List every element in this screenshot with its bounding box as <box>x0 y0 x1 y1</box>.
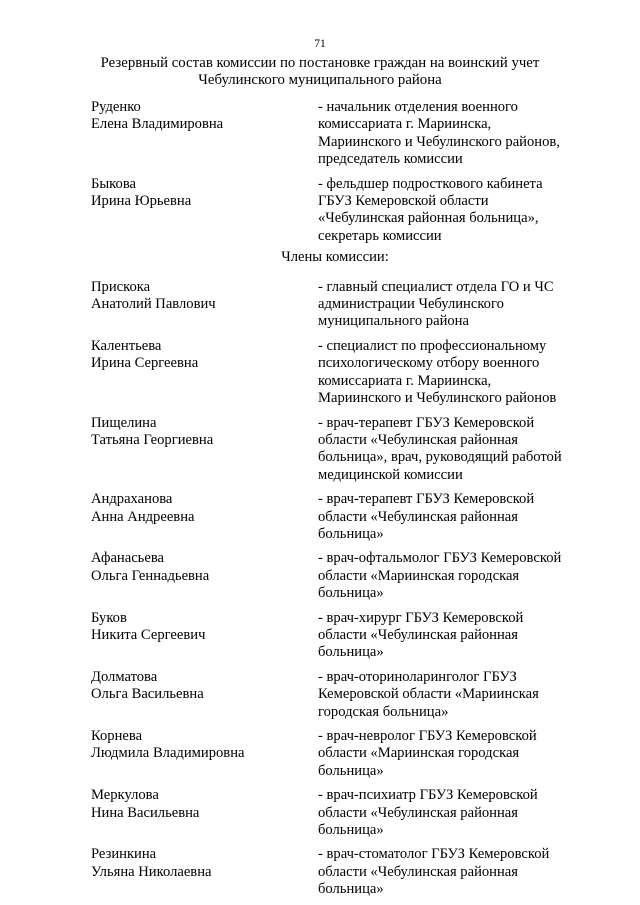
page-number: 71 <box>314 38 326 50</box>
role-line: Мариинского и Чебулинского районов <box>318 390 557 407</box>
role-line: комиссариата г. Мариинска, <box>318 116 492 133</box>
person-role <box>318 787 598 839</box>
surname: Меркулова <box>91 787 159 804</box>
role-line: Мариинского и Чебулинского районов, <box>318 133 560 150</box>
role-line: - врач-хирург ГБУЗ Кемеровской <box>318 609 524 626</box>
person-role <box>318 610 598 662</box>
person-entry <box>0 550 640 602</box>
role-line: - врач-офтальмолог ГБУЗ Кемеровской <box>318 550 562 567</box>
role-line: области «Чебулинская районная <box>318 863 518 880</box>
surname: Руденко <box>91 99 141 115</box>
role-line: области «Мариинская городская <box>318 745 520 762</box>
role-line: - врач-стоматолог ГБУЗ Кемеровской <box>318 846 550 863</box>
given-names: Никита Сергеевич <box>91 626 206 643</box>
role-line: - врач-оториноларинголог ГБУЗ <box>318 668 517 685</box>
person-name <box>0 550 318 602</box>
person-name <box>0 728 318 780</box>
person-role <box>318 491 598 543</box>
person-role <box>318 728 598 780</box>
role-line: - фельдшер подросткового кабинета <box>318 175 543 192</box>
person-name <box>0 338 318 408</box>
person-entry <box>0 787 640 839</box>
person-entry <box>0 610 640 662</box>
role-line: ГБУЗ Кемеровской области <box>318 193 489 210</box>
person-role <box>318 846 598 898</box>
role-line: - врач-терапевт ГБУЗ Кемеровской <box>318 414 535 431</box>
person-role <box>318 338 598 408</box>
surname: Долматова <box>91 668 158 685</box>
person-name <box>0 415 318 485</box>
role-line: Кемеровской области «Мариинская <box>318 686 539 703</box>
surname: Андраханова <box>91 491 173 508</box>
person-entry <box>0 415 640 485</box>
role-line: секретарь комиссии <box>318 227 442 244</box>
given-names: Нина Васильевна <box>91 804 200 821</box>
given-names: Ирина Сергеевна <box>91 355 199 372</box>
person-entry <box>0 669 640 721</box>
role-line: области «Чебулинская районная <box>318 508 518 525</box>
surname: Корнева <box>91 728 143 744</box>
given-names: Ольга Васильевна <box>91 686 204 703</box>
role-line: больница» <box>318 881 384 898</box>
title-line: Чебулинского муниципального района <box>198 72 442 89</box>
given-names: Татьяна Георгиевна <box>91 431 214 448</box>
role-line: «Чебулинская районная больница», <box>318 210 539 227</box>
person-role <box>318 99 598 169</box>
given-names: Ирина Юрьевна <box>91 193 192 210</box>
role-line: области «Чебулинская районная <box>318 431 518 448</box>
given-names: Ольга Геннадьевна <box>91 567 210 584</box>
role-line: больница», врач, руководящий работой <box>318 449 562 466</box>
person-name <box>0 787 318 839</box>
person-name <box>0 99 318 169</box>
role-line: больница» <box>318 644 384 661</box>
role-line: больница» <box>318 762 384 779</box>
person-entry <box>0 491 640 543</box>
person-name <box>0 491 318 543</box>
role-line: области «Чебулинская районная <box>318 804 518 821</box>
role-line: медицинской комиссии <box>318 466 463 483</box>
person-entry <box>0 728 640 780</box>
members-heading: Члены комиссии: <box>281 249 389 266</box>
surname: Прискока <box>91 278 151 295</box>
role-line: психологическому отбору военного <box>318 355 540 372</box>
role-line: области «Чебулинская районная <box>318 626 518 643</box>
role-line: - врач-психиатр ГБУЗ Кемеровской <box>318 787 538 804</box>
person-entry <box>0 846 640 898</box>
surname: Резинкина <box>91 846 157 863</box>
role-line: - специалист по профессиональному <box>318 337 547 354</box>
role-line: - главный специалист отдела ГО и ЧС <box>318 278 554 295</box>
person-name <box>0 846 318 898</box>
role-line: области «Мариинская городская <box>318 567 520 584</box>
leaders-list <box>0 99 640 245</box>
person-name <box>0 610 318 662</box>
members-list <box>0 279 640 899</box>
person-role <box>318 550 598 602</box>
title-line: Резервный состав комиссии по постановке граждан на воинский учет <box>100 55 540 71</box>
role-line: городская больница» <box>318 703 449 720</box>
person-role <box>318 669 598 721</box>
role-line: больница» <box>318 585 384 602</box>
person-name <box>0 176 318 246</box>
surname: Пищелина <box>91 414 157 431</box>
given-names: Анатолий Павлович <box>91 296 216 313</box>
surname: Буков <box>91 609 127 626</box>
surname: Афанасьева <box>91 550 164 567</box>
person-role <box>318 415 598 485</box>
person-name <box>0 279 318 331</box>
person-entry <box>0 176 640 246</box>
person-role <box>318 176 598 246</box>
person-entry <box>0 338 640 408</box>
given-names: Елена Владимировна <box>91 116 224 133</box>
role-line: администрации Чебулинского <box>318 296 504 313</box>
person-role <box>318 279 598 331</box>
document-title <box>0 55 640 90</box>
commission-list <box>0 99 640 899</box>
role-line: больница» <box>318 525 384 542</box>
role-line: - начальник отделения военного <box>318 99 518 115</box>
person-entry <box>0 279 640 331</box>
role-line: комиссариата г. Мариинска, <box>318 372 492 389</box>
given-names: Людмила Владимировна <box>91 745 245 762</box>
surname: Быкова <box>91 175 137 192</box>
role-line: больница» <box>318 822 384 839</box>
person-entry <box>0 99 640 169</box>
given-names: Ульяна Николаевна <box>91 863 212 880</box>
role-line: муниципального района <box>318 313 469 330</box>
given-names: Анна Андреевна <box>91 508 195 525</box>
role-line: - врач-терапевт ГБУЗ Кемеровской <box>318 491 535 508</box>
role-line: председатель комиссии <box>318 151 463 168</box>
surname: Калентьева <box>91 337 162 354</box>
person-name <box>0 669 318 721</box>
role-line: - врач-невролог ГБУЗ Кемеровской <box>318 728 537 744</box>
